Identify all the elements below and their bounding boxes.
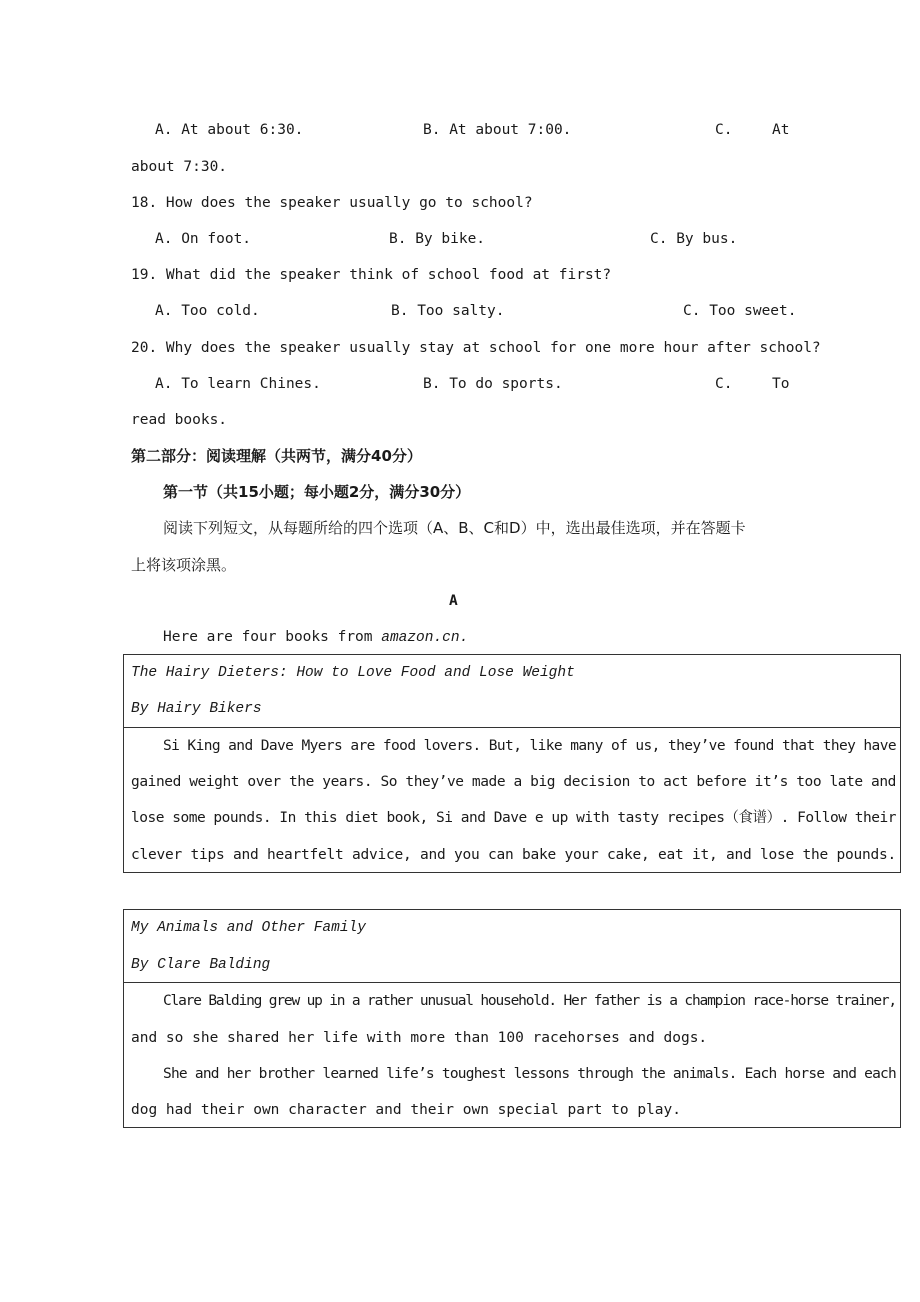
book-1-divider bbox=[123, 727, 901, 728]
q18-option-b: B. By bike. bbox=[389, 231, 486, 247]
book-1-line-2: gained weight over the years. So they’ve made a big decision to act before it’s too late and bbox=[131, 774, 896, 790]
q20-option-a: A. To learn Chines. bbox=[155, 376, 321, 392]
q20-option-b: B. To do sports. bbox=[423, 376, 563, 392]
passage-intro bbox=[163, 627, 468, 648]
book-1-title: The Hairy Dieters: How to Love Food and Lose Weight bbox=[131, 665, 575, 681]
q17-option-c-wrap: about 7:30. bbox=[131, 159, 228, 175]
book-2-line-4: dog had their own character and their own special part to play. bbox=[131, 1102, 681, 1118]
part-two-title: 第二部分：阅读理解（共两节，满分40分） bbox=[131, 447, 422, 465]
book-box-2 bbox=[123, 909, 901, 1128]
intro-text: Here are four books from bbox=[163, 629, 382, 645]
q20-option-c-text: To bbox=[772, 376, 790, 392]
q20-option-c-letter: C. bbox=[715, 376, 733, 392]
book-1-line-3: lose some pounds. In this diet book, Si and Dave e up with tasty recipes（食谱）. Follow their bbox=[131, 810, 896, 826]
q18-stem: 18. How does the speaker usually go to school? bbox=[131, 195, 533, 211]
q17-option-c-letter: C. bbox=[715, 122, 733, 138]
q20-stem: 20. Why does the speaker usually stay at school for one more hour after school? bbox=[131, 340, 821, 356]
q17-option-a: A. At about 6:30. bbox=[155, 122, 304, 138]
instruction-line-2: 上将该项涂黑。 bbox=[131, 556, 237, 574]
book-2-line-3: She and her brother learned life’s toughest lessons through the animals. Each horse and each bbox=[163, 1066, 896, 1082]
q19-option-c: C. Too sweet. bbox=[683, 303, 797, 319]
book-2-line-1: Clare Balding grew up in a rather unusual household. Her father is a champion race-horse trainer, bbox=[163, 993, 896, 1009]
book-1-author: By Hairy Bikers bbox=[131, 701, 262, 717]
q19-stem: 19. What did the speaker think of school food at first? bbox=[131, 267, 612, 283]
book-box-1 bbox=[123, 654, 901, 873]
q18-option-c: C. By bus. bbox=[650, 231, 738, 247]
q18-option-a: A. On foot. bbox=[155, 231, 252, 247]
q17-option-b: B. At about 7:00. bbox=[423, 122, 572, 138]
book-2-line-2: and so she shared her life with more than 100 racehorses and dogs. bbox=[131, 1030, 708, 1046]
section-one-title: 第一节（共15小题；每小题2分，满分30分） bbox=[163, 483, 471, 501]
book-1-line-4: clever tips and heartfelt advice, and you can bake your cake, eat it, and lose the pounds. bbox=[131, 847, 896, 863]
q20-option-c-wrap: read books. bbox=[131, 412, 228, 428]
q19-option-a: A. Too cold. bbox=[155, 303, 260, 319]
book-2-author: By Clare Balding bbox=[131, 957, 271, 973]
book-2-divider bbox=[123, 982, 901, 983]
intro-site: amazon.cn. bbox=[381, 630, 469, 646]
q17-option-c-text: At bbox=[772, 122, 790, 138]
book-1-line-1: Si King and Dave Myers are food lovers. But, like many of us, they’ve found that they have bbox=[163, 738, 896, 754]
instruction-line-1: 阅读下列短文，从每题所给的四个选项（A、B、C和D）中，选出最佳选项，并在答题卡 bbox=[163, 519, 746, 537]
q19-option-b: B. Too salty. bbox=[391, 303, 505, 319]
passage-label: A bbox=[449, 593, 458, 609]
book-2-title: My Animals and Other Family bbox=[131, 920, 366, 936]
